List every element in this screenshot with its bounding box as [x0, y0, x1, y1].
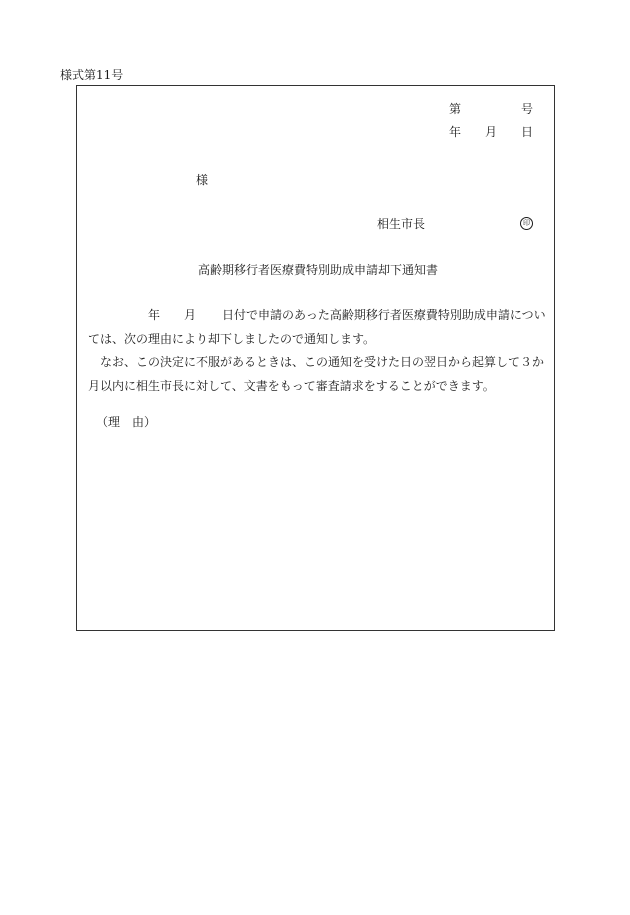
seal-mark: 印 [520, 217, 533, 230]
document-number-suffix: 号 [521, 102, 534, 116]
body-year-label: 年 [148, 308, 161, 322]
addressee-honorific: 様 [196, 173, 209, 187]
body-line-2: ては、次の理由により却下しましたので通知します。 [88, 332, 376, 346]
date-month-label: 月 [485, 125, 498, 139]
body-line-4: 月以内に相生市長に対して、文書をもって審査請求をすることができます。 [88, 379, 495, 393]
document-title: 高齢期移行者医療費特別助成申請却下通知書 [198, 263, 439, 277]
form-number-label: 様式第11号 [60, 68, 124, 82]
body-month-label: 月 [184, 308, 197, 322]
body-line-3: なお、この決定に不服があるときは、この通知を受けた日の翌日から起算して３か [100, 355, 545, 369]
sender-title: 相生市長 [377, 217, 426, 231]
body-line-1: 日付で申請のあった高齢期移行者医療費特別助成申請につい [222, 308, 546, 322]
document-number-prefix: 第 [449, 102, 462, 116]
date-day-label: 日 [521, 125, 534, 139]
reason-label: （理 由） [96, 415, 157, 429]
date-year-label: 年 [449, 125, 462, 139]
